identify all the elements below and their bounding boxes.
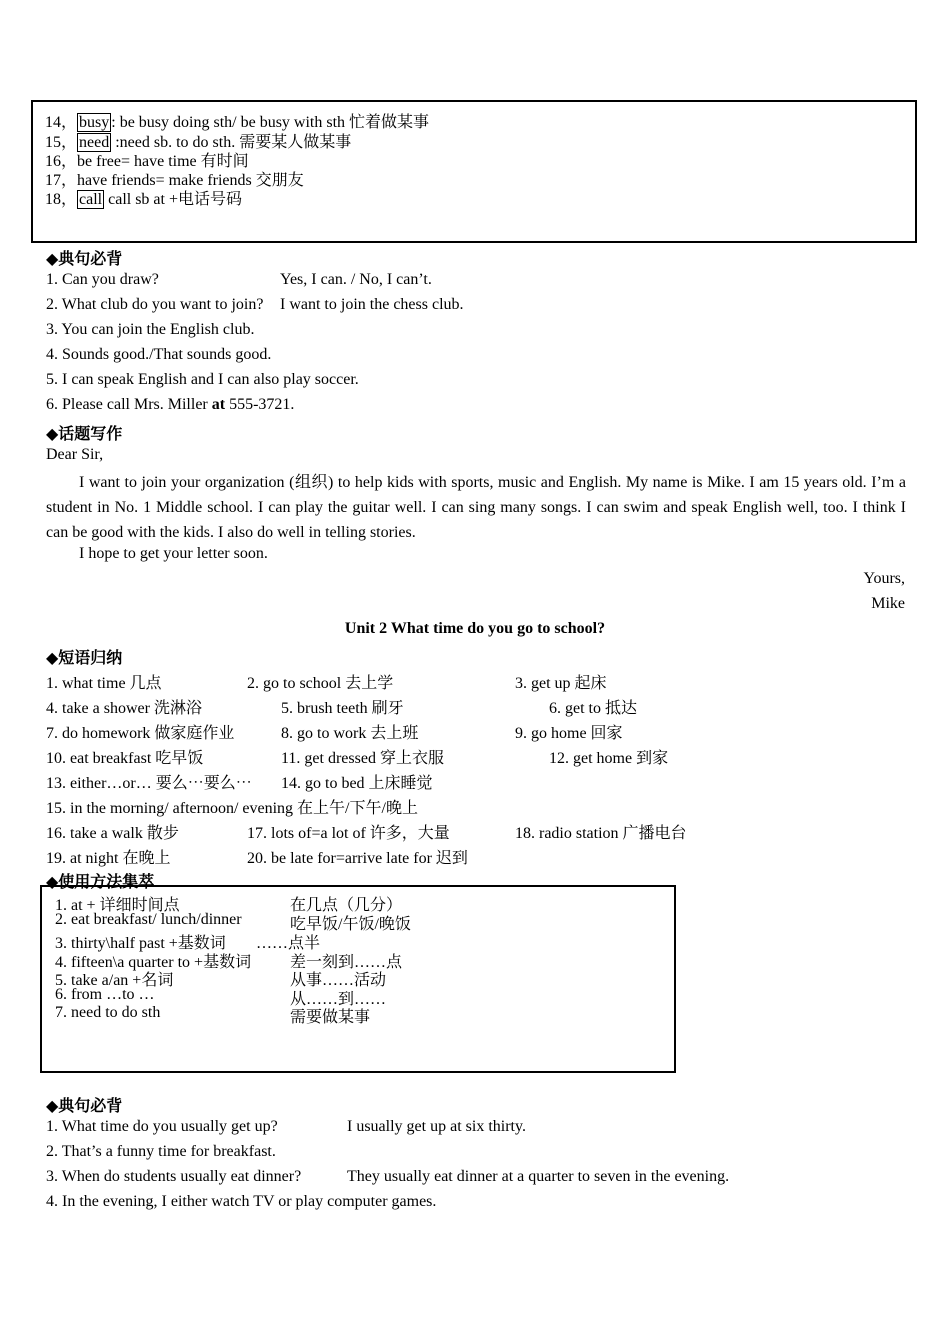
- keyword-busy: busy: [79, 114, 110, 131]
- usage-meaning: 在几点（几分）: [290, 897, 403, 914]
- section-heading-key-sentences-unit2: ◆典句必背: [46, 1098, 123, 1115]
- note-text: call sb at +电话号码: [104, 191, 243, 208]
- unit2-sentence-2: 2. That’s a funny time for breakfast.: [46, 1143, 276, 1160]
- usage-meaning: 差一刻到……点: [290, 954, 403, 971]
- usage-meaning: 吃早饭/午饭/晚饭: [290, 916, 411, 933]
- usage-meaning: ……点半: [256, 935, 321, 952]
- sentence-question: 1. What time do you usually get up?: [46, 1118, 278, 1135]
- note-text: :need sb. to do sth. 需要某人做某事: [111, 134, 352, 151]
- phrase-item: 8. go to work 去上班: [281, 725, 419, 742]
- usage-row: [55, 911, 411, 933]
- note-text: have friends= make friends 交朋友: [77, 172, 304, 189]
- sentence-3: 3. You can join the English club.: [46, 321, 255, 338]
- phrase-item: 19. at night 在晚上: [46, 850, 171, 867]
- phrase-item: 15. in the morning/ afternoon/ evening 在上午/下午/晚上: [46, 800, 418, 817]
- note-number: 14，: [45, 114, 78, 131]
- note-row-18: [45, 186, 242, 209]
- usage-expression: 7. need to do sth: [55, 1004, 161, 1021]
- sentence-answer: I usually get up at six thirty.: [347, 1118, 526, 1135]
- phrase-item: 11. get dressed 穿上衣服: [281, 750, 444, 767]
- note-number: 15，: [45, 134, 78, 151]
- note-text: : be busy doing sth/ be busy with sth 忙着做某事: [111, 114, 430, 131]
- keyword-need: need: [79, 134, 110, 151]
- sentence-text: 555-3721.: [225, 396, 295, 413]
- phrase-item: 1. what time 几点: [46, 675, 162, 692]
- unit2-sentence-3: [46, 1168, 730, 1186]
- unit2-sentence-4: 4. In the evening, I either watch TV or play computer games.: [46, 1193, 437, 1210]
- phrase-item: 6. get to 抵达: [549, 700, 637, 717]
- usage-meaning: 从……到……: [290, 991, 387, 1008]
- sentence-answer: I want to join the chess club.: [280, 296, 464, 313]
- phrase-item: 14. go to bed 上床睡觉: [281, 775, 433, 792]
- unit-title: Unit 2 What time do you go to school?: [344, 620, 606, 637]
- phrase-item: 18. radio station 广播电台: [515, 825, 687, 842]
- phrase-item: 3. get up 起床: [515, 675, 607, 692]
- usage-expression: 5. take a/an +名词: [55, 972, 174, 989]
- sentence-bold-word: at: [211, 396, 226, 413]
- letter-signature: Mike: [871, 595, 905, 612]
- note-number: 16，: [45, 153, 78, 170]
- usage-row: [55, 986, 387, 1008]
- sentence-question: 2. What club do you want to join?: [46, 296, 264, 313]
- phrase-item: 9. go home 回家: [515, 725, 623, 742]
- sentence-answer: They usually eat dinner at a quarter to seven in the evening.: [347, 1168, 730, 1185]
- phrase-item: 7. do homework 做家庭作业: [46, 725, 235, 742]
- letter-paragraph-1: I want to join your organization (组织) to help kids with sports, music and English. My name is Mike. I am 15 years old. I’m a student in No. 1 Middle school. I can play the guitar well. I can sing many songs. I can swim and speak English well, too. I think I can be good with the kids. I also do well in telling stories.: [46, 474, 906, 541]
- sentence-text: 6. Please call Mrs. Miller: [46, 396, 212, 413]
- section-heading-topic-writing: ◆话题写作: [46, 426, 123, 443]
- usage-expression: 4. fifteen\a quarter to +基数词: [55, 954, 252, 971]
- letter-greeting: Dear Sir,: [46, 446, 104, 463]
- letter-paragraph-2: I hope to get your letter soon.: [79, 545, 268, 562]
- usage-expression: 3. thirty\half past +基数词: [55, 935, 226, 952]
- phrase-item: 5. brush teeth 刷牙: [281, 700, 404, 717]
- note-text: be free= have time 有时间: [77, 153, 249, 170]
- usage-expression: 6. from …to …: [55, 986, 155, 1003]
- sentence-answer: Yes, I can. / No, I can’t.: [280, 271, 432, 288]
- sentence-question: 3. When do students usually eat dinner?: [46, 1168, 302, 1185]
- usage-row: [55, 1004, 371, 1026]
- sentence-2: [46, 296, 464, 314]
- sentence-5: 5. I can speak English and I can also play soccer.: [46, 371, 359, 388]
- phrase-item: 12. get home 到家: [549, 750, 669, 767]
- phrase-item: 4. take a shower 洗淋浴: [46, 700, 202, 717]
- section-heading-usage: ◆使用方法集萃: [46, 874, 155, 891]
- phrase-item: 20. be late for=arrive late for 迟到: [247, 850, 468, 867]
- sentence-6: [46, 396, 294, 414]
- usage-expression: 1. at + 详细时间点: [55, 897, 180, 914]
- keyword-call: call: [79, 191, 103, 208]
- sentence-question: 1. Can you draw?: [46, 271, 159, 288]
- note-number: 17，: [45, 172, 78, 189]
- phrase-item: 16. take a walk 散步: [46, 825, 179, 842]
- unit2-sentence-1: [46, 1118, 526, 1136]
- phrase-item: 10. eat breakfast 吃早饭: [46, 750, 204, 767]
- usage-meaning: 需要做某事: [290, 1009, 371, 1026]
- sentence-4: 4. Sounds good./That sounds good.: [46, 346, 272, 363]
- usage-expression: 2. eat breakfast/ lunch/dinner: [55, 911, 242, 928]
- section-heading-phrases: ◆短语归纳: [46, 650, 123, 667]
- usage-meaning: 从事……活动: [290, 972, 387, 989]
- phrase-item: 2. go to school 去上学: [247, 675, 394, 692]
- note-number: 18，: [45, 191, 78, 208]
- letter-closing: Yours,: [863, 570, 905, 587]
- phrase-item: 17. lots of=a lot of 许多，大量: [247, 825, 450, 842]
- section-heading-key-sentences: ◆典句必背: [46, 251, 123, 268]
- phrase-item: 13. either…or… 要么⋯要么⋯: [46, 775, 252, 792]
- sentence-1: [46, 271, 432, 289]
